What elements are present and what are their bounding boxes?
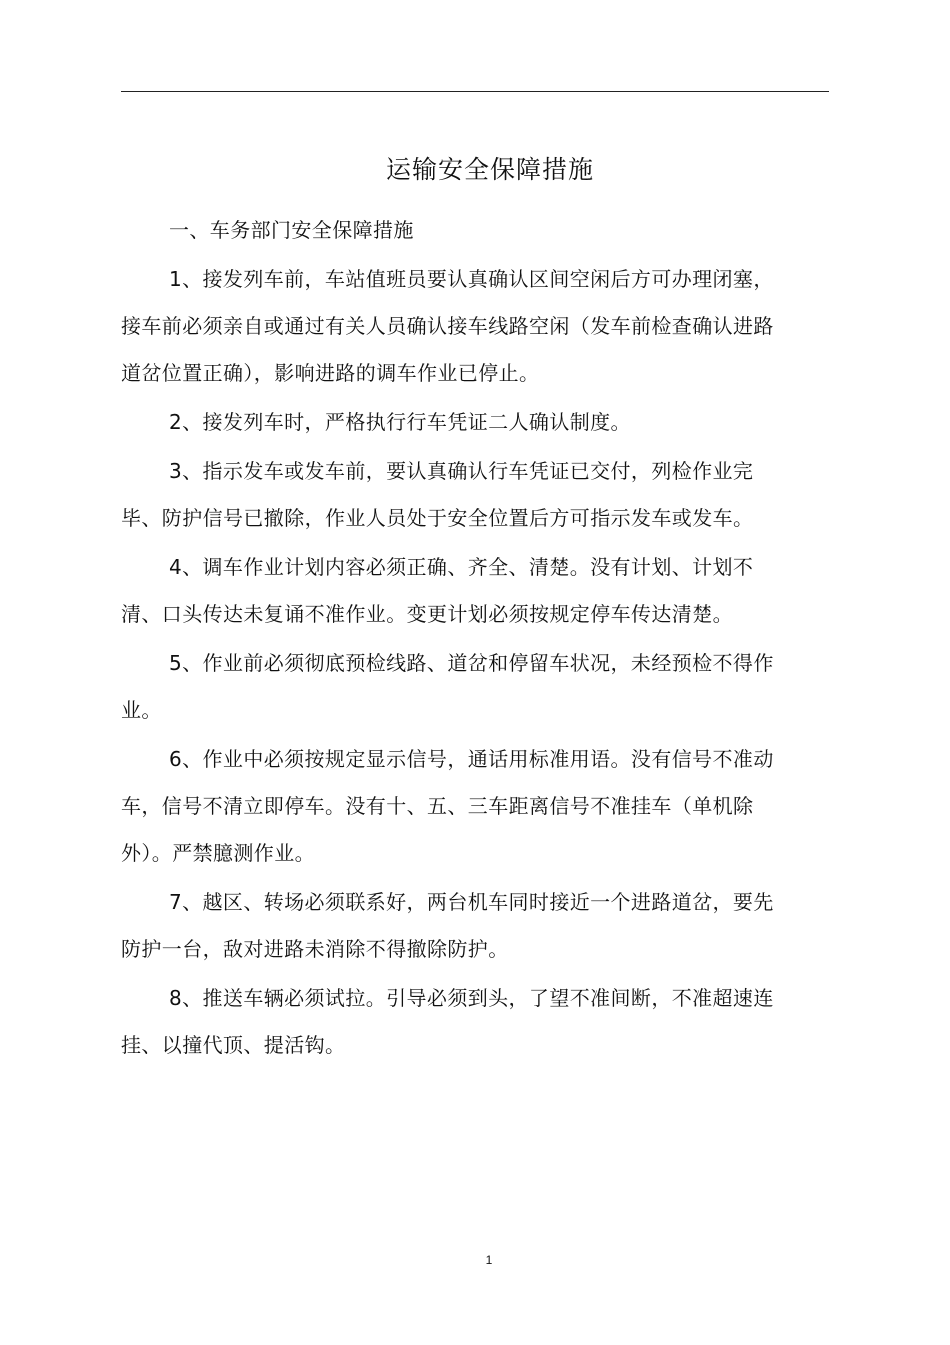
page-number: 1: [485, 1253, 493, 1267]
document-title: 运输安全保障措施: [385, 155, 594, 184]
document-body: [121, 207, 781, 1071]
paragraph-2: 2、接发列车时，严格执行行车凭证二人确认制度。: [169, 410, 631, 434]
paragraph-8: 8、推送车辆必须试拉。引导必须到头，了望不准间断，不准超速连挂、以撞代顶、提活钩。: [121, 986, 774, 1057]
header-rule: [121, 91, 829, 92]
section-heading: 一、车务部门安全保障措施: [169, 218, 414, 242]
paragraph-5: 5、作业前必须彻底预检线路、道岔和停留车状况，未经预检不得作业。: [121, 651, 774, 722]
paragraph-4: 4、调车作业计划内容必须正确、齐全、清楚。没有计划、计划不清、口头传达未复诵不准作业。变更计划必须按规定停车传达清楚。: [121, 555, 754, 626]
paragraph-6: 6、作业中必须按规定显示信号，通话用标准用语。没有信号不准动车，信号不清立即停车。没有十、五、三车距离信号不准挂车（单机除外）。严禁臆测作业。: [121, 747, 774, 865]
paragraph-1: 1、接发列车前，车站值班员要认真确认区间空闲后方可办理闭塞，接车前必须亲自或通过有关人员确认接车线路空闲（发车前检查确认进路道岔位置正确），影响进路的调车作业已停止。: [121, 267, 774, 385]
paragraph-3: 3、指示发车或发车前，要认真确认行车凭证已交付，列检作业完毕、防护信号已撤除，作业人员处于安全位置后方可指示发车或发车。: [121, 459, 754, 530]
paragraph-7: 7、越区、转场必须联系好，两台机车同时接近一个进路道岔，要先防护一台，敌对进路未消除不得撤除防护。: [121, 890, 774, 961]
